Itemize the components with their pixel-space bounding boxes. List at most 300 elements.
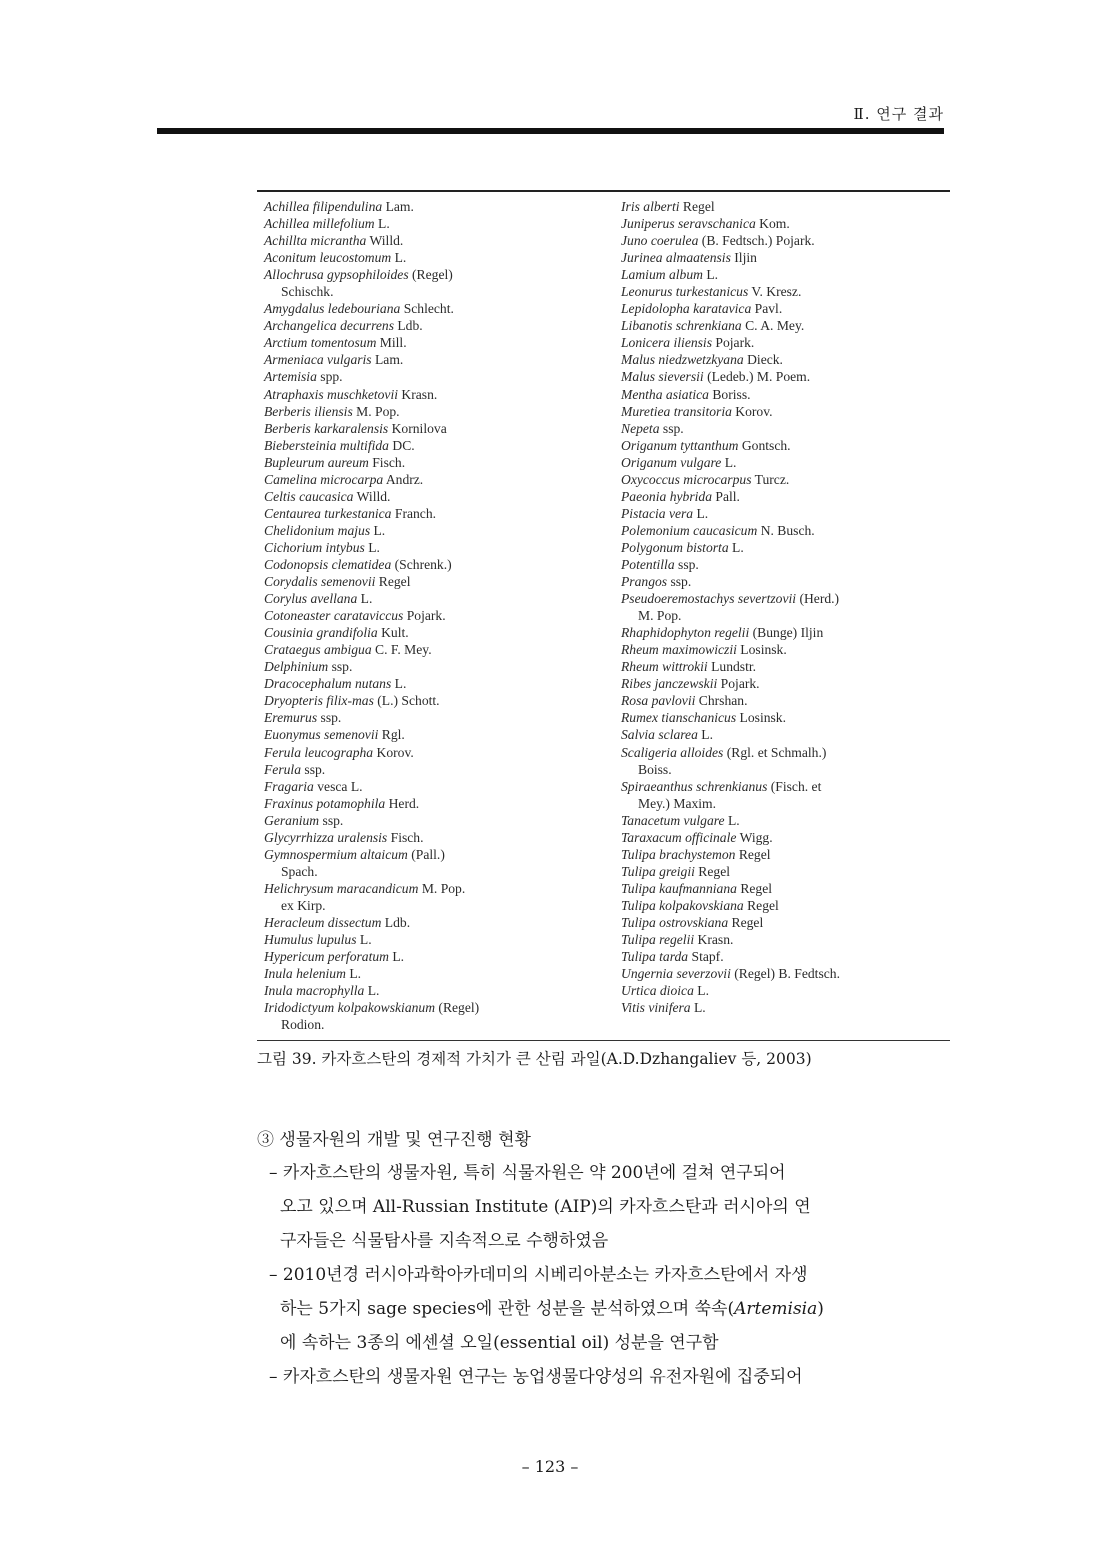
species-author: (Rgl. et Schmalh.) [723, 744, 827, 760]
species-entry [264, 897, 604, 914]
species-name: Tulipa kaufmanniana [621, 880, 737, 896]
species-entry [621, 351, 951, 368]
species-name: Cotoneaster carataviccus [264, 608, 404, 624]
species-author: Korov. [373, 744, 414, 760]
species-entry [264, 846, 604, 863]
species-name: Humulus lupulus [264, 932, 357, 948]
species-entry [264, 744, 604, 761]
species-author: Krasn. [398, 386, 438, 402]
paragraph-line: – 카자흐스탄의 생물자원 연구는 농업생물다양성의 유전자원에 집중되어 [269, 1367, 803, 1387]
species-author: Schischk. [281, 284, 334, 300]
species-author: Losinsk. [736, 710, 787, 726]
species-name: Rumex tianschanicus [621, 710, 737, 726]
species-name: Achillea millefolium [264, 216, 375, 232]
species-entry [264, 795, 604, 812]
species-name: Arctium tomentosum [264, 335, 377, 351]
species-entry [264, 556, 604, 573]
species-name: Tulipa regelii [621, 932, 695, 948]
species-author: (Schrenk.) [391, 556, 452, 572]
species-entry [264, 624, 604, 641]
species-entry [264, 215, 604, 232]
species-name: Camelina microcarpa [264, 471, 384, 487]
species-name: Armeniaca vulgaris [264, 352, 372, 368]
species-author: L. [345, 966, 362, 982]
species-author: L. [388, 949, 405, 965]
species-author: Kult. [377, 625, 409, 641]
species-author: L. [693, 505, 709, 521]
species-entry [264, 454, 604, 471]
species-name: Geranium [264, 812, 320, 828]
species-name: Pistacia vera [621, 505, 694, 521]
species-author: L. [391, 676, 407, 692]
species-author: Fisch. [387, 829, 424, 845]
species-author: Pavl. [751, 301, 783, 317]
species-author: Ldb. [381, 914, 411, 930]
species-author: M. Pop. [352, 403, 400, 419]
species-entry [621, 334, 951, 351]
species-entry [621, 675, 951, 692]
species-entry [621, 505, 951, 522]
species-entry [264, 522, 604, 539]
species-name: Eremurus [264, 710, 318, 726]
species-entry [264, 351, 604, 368]
species-name: Spiraeanthus schrenkianus [621, 778, 768, 794]
species-author: Regel [743, 897, 779, 913]
species-author: C. A. Mey. [741, 318, 805, 334]
species-author: L. [693, 983, 709, 999]
species-entry [621, 317, 951, 334]
species-name: Leonurus turkestanicus [621, 284, 749, 300]
species-author: Mill. [376, 335, 407, 351]
species-name: Heracleum dissectum [264, 914, 382, 930]
species-name: Malus sieversii [621, 369, 704, 385]
species-author: L. [374, 216, 390, 232]
species-author: Krasn. [694, 932, 734, 948]
species-entry [621, 437, 951, 454]
species-entry [264, 1016, 604, 1033]
species-name: Delphinium [264, 659, 329, 675]
species-entry [264, 778, 604, 795]
species-entry [621, 846, 951, 863]
paragraph-line: – 카자흐스탄의 생물자원, 특히 식물자원은 약 200년에 걸쳐 연구되어 [269, 1163, 786, 1183]
species-name: Salvia sclarea [621, 727, 698, 743]
species-name: Celtis caucasica [264, 488, 354, 504]
species-author: ssp. [301, 761, 326, 777]
species-entry [621, 999, 951, 1016]
species-entry [264, 505, 604, 522]
species-entry [621, 744, 951, 761]
species-entry [621, 658, 951, 675]
species-author: vesca L. [313, 778, 363, 794]
species-name: Tulipa greigii [621, 863, 695, 879]
species-author: Pojark. [712, 335, 755, 351]
species-entry [621, 266, 951, 283]
species-name: Dracocephalum nutans [264, 676, 392, 692]
species-entry [264, 573, 604, 590]
species-entry [621, 420, 951, 437]
species-entry [621, 471, 951, 488]
species-name: Ferula leucographa [264, 744, 374, 760]
species-author: N. Busch. [757, 522, 815, 538]
species-name: Allochrusa gypsophiloides [264, 267, 409, 283]
species-name: Glycyrrhizza uralensis [264, 829, 388, 845]
species-name: Prangos [621, 574, 668, 590]
species-author: Dieck. [743, 352, 783, 368]
species-entry [621, 948, 951, 965]
species-author: Schlecht. [400, 301, 454, 317]
species-name: Bupleurum aureum [264, 454, 369, 470]
species-author: Regel [679, 199, 715, 214]
species-entry [264, 590, 604, 607]
species-entry [264, 675, 604, 692]
species-entry [264, 232, 604, 249]
species-name: Origanum tyttanthum [621, 437, 739, 453]
species-name: Urtica dioica [621, 983, 694, 999]
species-entry [621, 215, 951, 232]
text-span: 하는 5가지 sage species에 관한 성분을 분석하였으며 쑥속( [280, 1299, 735, 1319]
species-name: Euonymus semenovii [264, 727, 379, 743]
species-entry [264, 914, 604, 931]
paragraph-line: 에 속하는 3종의 에센셜 오일(essential oil) 성분을 연구함 [280, 1333, 719, 1353]
species-name: Mentha asiatica [621, 386, 709, 402]
species-entry [621, 198, 951, 215]
species-entry [264, 948, 604, 965]
species-entry [621, 607, 951, 624]
species-author: Herd. [385, 795, 420, 811]
species-author: ssp. [317, 710, 342, 726]
species-name: Malus niedzwetzkyana [621, 352, 744, 368]
species-author: L. [697, 727, 713, 743]
species-name: Tulipa tarda [621, 949, 689, 965]
species-entry [621, 386, 951, 403]
paragraph-line: 구자들은 식물탐사를 지속적으로 수행하였음 [280, 1231, 609, 1251]
species-entry [621, 931, 951, 948]
species-name: Tulipa ostrovskiana [621, 914, 729, 930]
species-author: L. [702, 267, 719, 283]
species-author: Rgl. [378, 727, 405, 743]
species-entry [264, 386, 604, 403]
species-entry [264, 931, 604, 948]
paragraph-line [269, 1292, 959, 1326]
species-author: (Ledeb.) M. Poem. [703, 369, 811, 385]
species-author: (L.) Schott. [373, 693, 440, 709]
species-author: Chrshan. [695, 693, 748, 709]
species-name: Biebersteinia multifida [264, 437, 389, 453]
species-author: Kom. [755, 216, 790, 232]
species-entry [621, 897, 951, 914]
species-author: L. [370, 522, 386, 538]
species-name: Origanum vulgare [621, 454, 722, 470]
species-author: Lam. [371, 352, 404, 368]
species-name: Cichorium intybus [264, 539, 365, 555]
species-entry [621, 795, 951, 812]
species-name: Iris alberti [621, 199, 680, 214]
species-author: C. F. Mey. [371, 642, 432, 658]
species-entry [621, 812, 951, 829]
species-entry [264, 249, 604, 266]
species-entry [621, 692, 951, 709]
species-author: L. [364, 539, 380, 555]
species-entry [621, 863, 951, 880]
species-name: Chelidonium majus [264, 522, 371, 538]
species-name: Iridodictyum kolpakowskianum [264, 1000, 436, 1016]
species-entry [621, 454, 951, 471]
species-name: Ribes janczewskii [621, 676, 718, 692]
paragraph-1 [269, 1156, 959, 1258]
species-author: Franch. [391, 505, 437, 521]
species-author: Gontsch. [738, 437, 791, 453]
species-entry [264, 761, 604, 778]
species-entry [264, 539, 604, 556]
species-author: Korov. [731, 403, 773, 419]
species-name: Polygonum bistorta [621, 539, 729, 555]
species-author: Losinsk. [736, 642, 787, 658]
species-column-left [264, 198, 604, 1033]
species-entry [621, 232, 951, 249]
species-name: Cousinia grandifolia [264, 625, 378, 641]
species-name: Helichrysum maracandicum [264, 880, 419, 896]
species-entry [621, 761, 951, 778]
species-author: L. [724, 812, 740, 828]
species-author: L. [721, 454, 737, 470]
species-entry [264, 965, 604, 982]
paragraph-2 [269, 1258, 959, 1360]
species-author: ex Kirp. [281, 897, 326, 913]
species-entry [264, 692, 604, 709]
species-name: Tulipa brachystemon [621, 846, 736, 862]
species-entry [264, 658, 604, 675]
figure-caption: 그림 39. 카자흐스탄의 경제적 가치가 큰 산림 과일(A.D.Dzhangaliev 등, 2003) [257, 1050, 812, 1068]
species-author: Lam. [382, 199, 414, 214]
species-entry [621, 880, 951, 897]
paragraph-3 [269, 1360, 959, 1394]
species-entry [621, 556, 951, 573]
species-entry [264, 726, 604, 743]
species-entry [264, 198, 604, 215]
species-name: Ungernia severzovii [621, 966, 731, 982]
species-author: L. [690, 1000, 706, 1016]
species-author: Iljin [730, 250, 757, 266]
species-entry [264, 488, 604, 505]
species-entry [264, 829, 604, 846]
species-author: (Regel) [408, 267, 453, 283]
species-entry [621, 914, 951, 931]
species-author: M. Pop. [638, 608, 682, 624]
species-author: Kornilova [388, 420, 447, 436]
species-entry [621, 778, 951, 795]
species-name: Corydalis semenovii [264, 574, 376, 590]
species-name: Oxycoccus microcarpus [621, 471, 752, 487]
species-entry [621, 249, 951, 266]
species-author: Rodion. [281, 1017, 325, 1033]
species-author: Ldb. [393, 318, 423, 334]
species-name: Berberis karkaralensis [264, 420, 389, 436]
species-author: ssp. [659, 420, 684, 436]
header-rule [157, 128, 944, 134]
species-author: (B. Fedtsch.) Pojark. [698, 233, 815, 249]
species-entry [621, 709, 951, 726]
species-entry [264, 420, 604, 437]
figure-bottom-rule [257, 1040, 950, 1041]
species-author: Spach. [281, 863, 318, 879]
species-author: Mey.) Maxim. [638, 795, 717, 811]
species-author: spp. [316, 369, 343, 385]
species-entry [621, 522, 951, 539]
species-name: Codonopsis clematidea [264, 556, 392, 572]
species-entry [621, 965, 951, 982]
species-name: Lamium album [621, 267, 703, 283]
species-name: Scaligeria alloides [621, 744, 724, 760]
species-entry [621, 982, 951, 999]
species-name: Amygdalus ledebouriana [264, 301, 401, 317]
species-author: ssp. [319, 812, 344, 828]
species-author: (Herd.) [796, 591, 840, 607]
species-name: Tanacetum vulgare [621, 812, 725, 828]
species-entry [264, 437, 604, 454]
species-name: Libanotis schrenkiana [621, 318, 742, 334]
species-author: Pojark. [717, 676, 760, 692]
species-entry [264, 709, 604, 726]
species-author: ssp. [328, 659, 353, 675]
species-name: Potentilla [621, 556, 675, 572]
species-author: M. Pop. [418, 880, 466, 896]
species-author: Regel [375, 574, 411, 590]
species-author: L. [364, 983, 380, 999]
species-author: L. [391, 250, 407, 266]
species-author: Stapf. [688, 949, 724, 965]
species-entry [264, 812, 604, 829]
species-name: Rheum maximowiczii [621, 642, 737, 658]
species-name: Fragaria [264, 778, 314, 794]
species-entry [621, 726, 951, 743]
species-author: Turcz. [751, 471, 790, 487]
species-author: Boiss. [638, 761, 672, 777]
species-name: Rhaphidophyton regelii [621, 625, 750, 641]
species-name: Artemisia [264, 369, 317, 385]
species-author: (Bunge) Iljin [749, 625, 824, 641]
species-entry [264, 999, 604, 1016]
species-entry [621, 300, 951, 317]
species-name: Archangelica decurrens [264, 318, 394, 334]
species-name: Lonicera iliensis [621, 335, 713, 351]
species-name: Rosa pavlovii [621, 693, 696, 709]
genus-italic: Artemisia [734, 1299, 818, 1319]
species-name: Fraxinus potamophila [264, 795, 386, 811]
species-name: Nepeta [621, 420, 660, 436]
species-entry [621, 573, 951, 590]
species-name: Juno coerulea [621, 233, 699, 249]
species-name: Atraphaxis muschketovii [264, 386, 399, 402]
species-name: Rheum wittrokii [621, 659, 708, 675]
species-author: V. Kresz. [748, 284, 802, 300]
species-name: Muretiea transitoria [621, 403, 732, 419]
species-author: L. [728, 539, 744, 555]
species-author: Fisch. [368, 454, 406, 470]
section-heading: ③ 생물자원의 개발 및 연구진행 현황 [257, 1130, 531, 1150]
species-entry [621, 590, 951, 607]
species-entry [264, 300, 604, 317]
species-entry [264, 403, 604, 420]
species-author: L. [357, 591, 373, 607]
species-entry [264, 283, 604, 300]
species-name: Aconitum leucostomum [264, 250, 392, 266]
species-entry [264, 471, 604, 488]
species-author: ssp. [667, 574, 692, 590]
species-entry [264, 863, 604, 880]
species-author: DC. [388, 437, 415, 453]
species-author: Andrz. [383, 471, 424, 487]
species-author: L. [356, 932, 372, 948]
species-name: Inula macrophylla [264, 983, 365, 999]
species-entry [264, 368, 604, 385]
species-entry [621, 283, 951, 300]
species-author: Regel [694, 863, 731, 879]
header-title: Ⅱ. 연구 결과 [853, 105, 944, 123]
species-author: Pojark. [403, 608, 446, 624]
species-entry [264, 266, 604, 283]
species-name: Achillta micrantha [264, 233, 367, 249]
species-author: Boriss. [708, 386, 751, 402]
species-name: Corylus avellana [264, 591, 358, 607]
species-name: Berberis iliensis [264, 403, 353, 419]
species-author: Lundstr. [707, 659, 757, 675]
species-entry [621, 829, 951, 846]
species-name: Vitis vinifera [621, 1000, 691, 1016]
species-author: (Fisch. et [767, 778, 822, 794]
paragraph-line: 오고 있으며 All-Russian Institute (AIP)의 카자흐스탄과 러시아의 연 [280, 1197, 811, 1217]
species-name: Polemonium caucasicum [621, 522, 758, 538]
species-entry [264, 334, 604, 351]
paragraph-line: – 2010년경 러시아과학아카데미의 시베리아분소는 카자흐스탄에서 자생 [269, 1265, 808, 1285]
species-entry [621, 488, 951, 505]
species-entry [621, 403, 951, 420]
species-author: (Regel) B. Fedtsch. [730, 966, 840, 982]
species-entry [264, 880, 604, 897]
species-name: Tulipa kolpakovskiana [621, 897, 744, 913]
page-number: – 123 – [521, 1457, 579, 1476]
species-entry [621, 641, 951, 658]
species-name: Inula helenium [264, 966, 346, 982]
species-author: (Regel) [435, 1000, 480, 1016]
species-author: Willd. [366, 233, 404, 249]
species-name: Dryopteris filix-mas [264, 693, 374, 709]
species-entry [264, 641, 604, 658]
species-name: Gymnospermium altaicum [264, 846, 408, 862]
species-name: Hypericum perforatum [264, 949, 389, 965]
species-author: Wigg. [736, 829, 773, 845]
species-name: Ferula [264, 761, 301, 777]
species-author: Willd. [353, 488, 391, 504]
text-span: ) [817, 1299, 824, 1319]
species-name: Jurinea almaatensis [621, 250, 731, 266]
species-name: Paeonia hybrida [621, 488, 712, 504]
species-author: (Pall.) [407, 846, 445, 862]
species-author: ssp. [674, 556, 699, 572]
species-column-right [621, 198, 951, 1016]
species-entry [264, 982, 604, 999]
figure-top-rule [257, 190, 950, 192]
species-author: Regel [736, 880, 773, 896]
species-entry [264, 317, 604, 334]
species-entry [621, 539, 951, 556]
species-name: Juniperus seravschanica [621, 216, 756, 232]
species-name: Pseudoeremostachys severtzovii [621, 591, 797, 607]
species-entry [264, 607, 604, 624]
species-entry [621, 368, 951, 385]
species-author: Regel [728, 914, 764, 930]
species-name: Taraxacum officinale [621, 829, 737, 845]
species-name: Crataegus ambigua [264, 642, 372, 658]
